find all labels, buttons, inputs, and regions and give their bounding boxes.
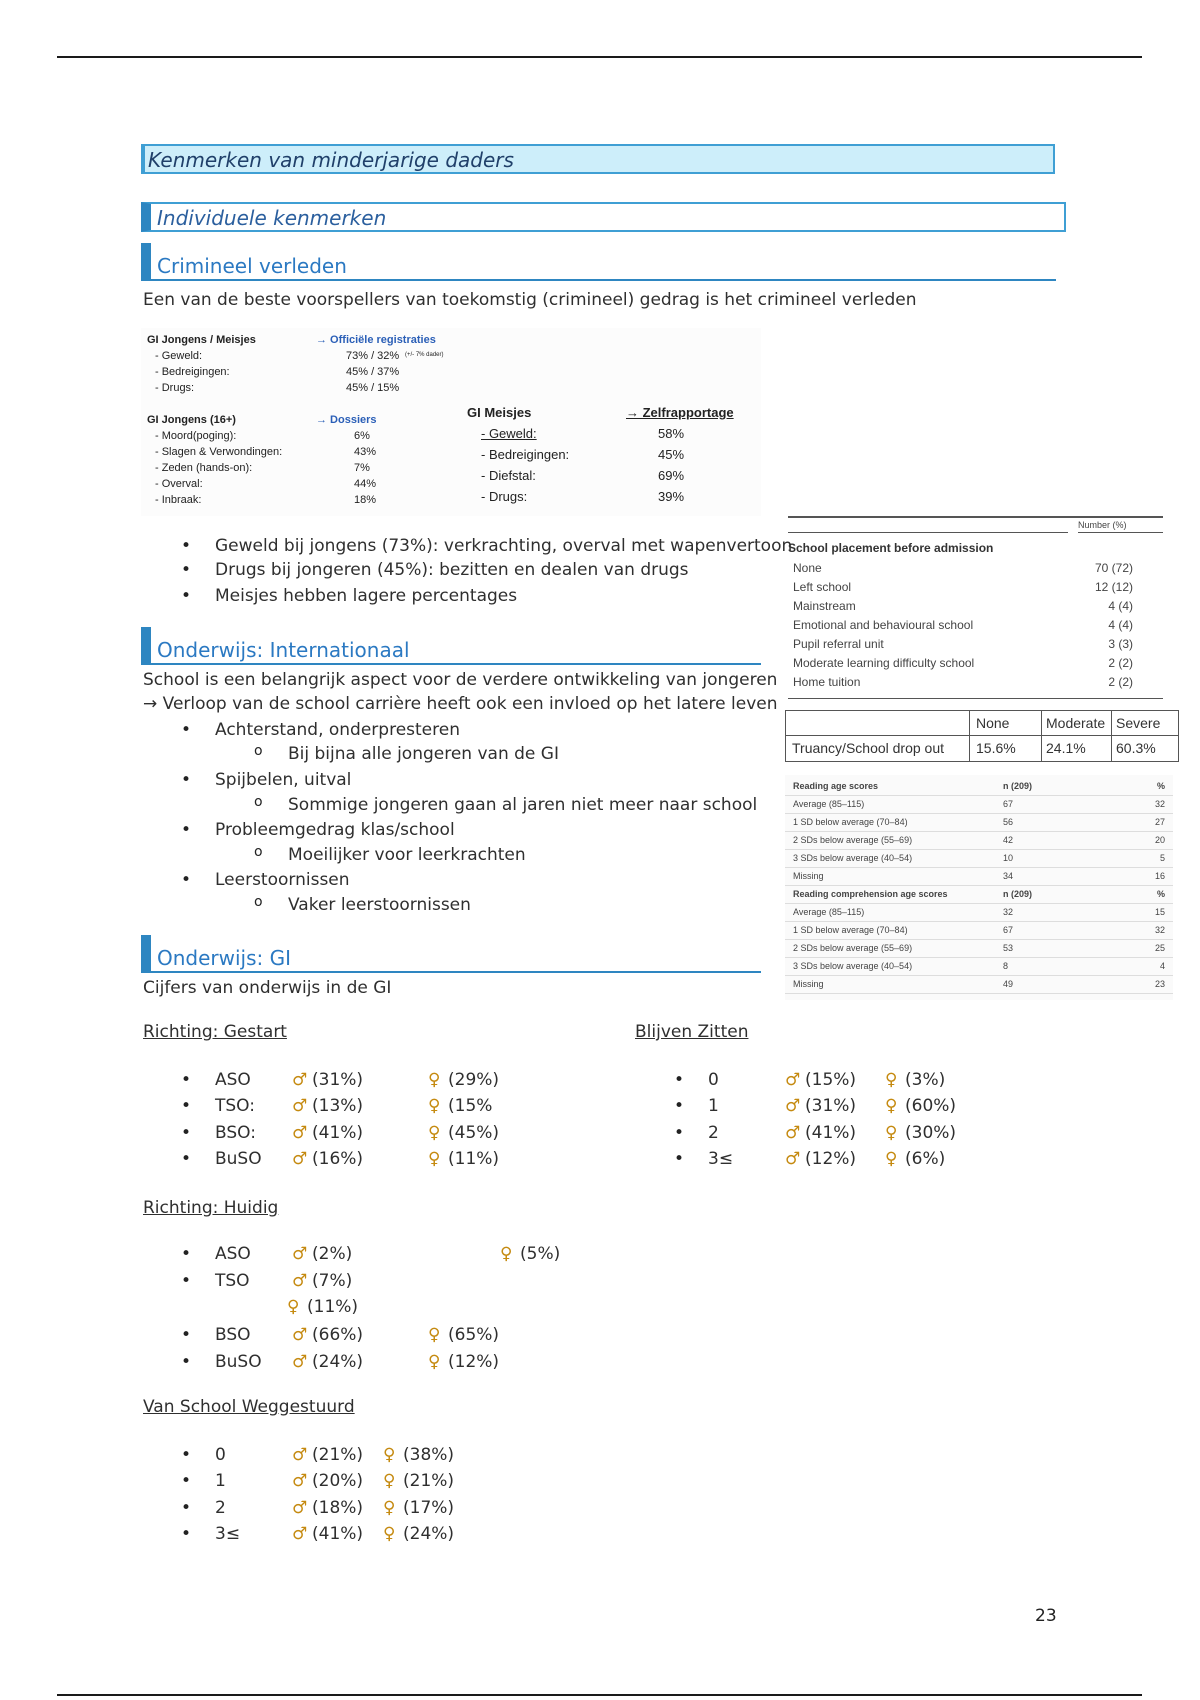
cell: 2 (2) (1108, 656, 1133, 670)
gestart-male (292, 1096, 363, 1116)
female-icon: ♀ (500, 1244, 513, 1264)
female-icon: ♀ (428, 1325, 441, 1345)
fig-block1-title: GI Jongens / Meisjes (147, 334, 256, 346)
cell: Mainstream (793, 599, 856, 613)
heading-gi-text: Onderwijs: GI (157, 946, 292, 970)
cell: 3 (3) (1108, 637, 1133, 651)
fig-block2-row-value: 44% (354, 478, 377, 490)
cell: 15 (1154, 907, 1165, 917)
zitten-male (785, 1096, 856, 1116)
zitten-male (785, 1149, 856, 1169)
fig-block2-row-value: 43% (354, 446, 377, 458)
huidig-female (428, 1325, 499, 1345)
heading-internationaal-text: Onderwijs: Internationaal (157, 638, 410, 662)
heading-internationaal (141, 627, 761, 665)
weggestuurd-label: • 3≤ (215, 1524, 240, 1544)
cell: 4 (4) (1108, 599, 1133, 613)
cell: 3 SDs below average (40–54) (793, 853, 913, 863)
zitten-female (885, 1070, 945, 1090)
page-number: 23 (1035, 1606, 1057, 1626)
table-rule (969, 711, 970, 761)
weggestuurd-male (292, 1471, 363, 1491)
cell: (20%) (312, 1471, 364, 1491)
male-icon: ♂ (292, 1149, 308, 1169)
truancy-row-label: Truancy/School drop out (792, 740, 945, 756)
heading-crimineel-text: Crimineel verleden (157, 254, 347, 278)
male-icon: ♂ (292, 1123, 308, 1143)
table-row (785, 813, 1173, 832)
fig-block2-source: → Dossiers (316, 414, 377, 426)
cell: (15%) (805, 1070, 857, 1090)
cell: 42 (1003, 835, 1014, 845)
huidig-label: • BuSO (215, 1352, 262, 1372)
gestart-female (428, 1096, 492, 1116)
fig-block1-row-note: (+/- 7% dader) (405, 352, 444, 358)
male-icon: ♂ (785, 1070, 801, 1090)
sub-list-item: o Bij bijna alle jongeren van de GI (288, 744, 559, 764)
table-rule (1078, 532, 1163, 533)
table-rule (786, 735, 1178, 736)
reading-table (785, 775, 1173, 1000)
cell: n (209) (1003, 781, 1033, 791)
huidig-female (287, 1297, 358, 1317)
table-row (785, 921, 1173, 940)
fig-block1-row-label: - Drugs: (155, 382, 195, 394)
cell: 53 (1003, 943, 1014, 953)
truancy-table (785, 710, 1179, 762)
cell: 2 (2) (1108, 675, 1133, 689)
huidig-label: • ASO (215, 1244, 251, 1264)
cell: (24%) (403, 1524, 455, 1544)
male-icon: ♂ (292, 1498, 308, 1518)
cell: 16 (1154, 871, 1165, 881)
table-row (788, 675, 1163, 693)
top-rule (57, 56, 1142, 58)
placement-table (788, 516, 1163, 700)
cell: 25 (1154, 943, 1165, 953)
fig-block3-row-label: - Diefstal: (481, 468, 536, 483)
male-icon: ♂ (292, 1524, 308, 1544)
heading-2 (141, 202, 1066, 232)
fig-block3-title: GI Meisjes (467, 405, 532, 420)
table-row (785, 777, 1173, 796)
fig-block1-source: → Officiële registraties (316, 334, 436, 346)
table-row (785, 939, 1173, 958)
table-row (785, 849, 1173, 868)
zitten-female (885, 1123, 956, 1143)
cell: (30%) (905, 1123, 957, 1143)
table-row (788, 599, 1163, 617)
table-row (785, 831, 1173, 850)
placement-title: School placement before admission (788, 541, 994, 555)
heading-1 (141, 144, 1055, 174)
gestart-female (428, 1123, 499, 1143)
huidig-label: • BSO (215, 1325, 251, 1345)
female-icon: ♀ (885, 1123, 898, 1143)
huidig-male (292, 1325, 363, 1345)
cell: Home tuition (793, 675, 861, 689)
cell: Missing (793, 979, 824, 989)
weggestuurd-female (383, 1445, 454, 1465)
list-item: • Achterstand, onderpresteren (215, 720, 460, 740)
weggestuurd-label: • 0 (215, 1445, 226, 1465)
table-row (788, 656, 1163, 674)
list-item: • Probleemgedrag klas/school (215, 820, 455, 840)
cell: 20 (1154, 835, 1165, 845)
fig-block2-row-label: - Inbraak: (155, 494, 202, 506)
fig-block3-row-value: 45% (658, 447, 685, 462)
huidig-male (292, 1271, 352, 1291)
male-icon: ♂ (292, 1096, 308, 1116)
cell: Emotional and behavioural school (793, 618, 974, 632)
weggestuurd-female (383, 1498, 454, 1518)
cell: (17%) (403, 1498, 455, 1518)
cell: Moderate learning difficulty school (793, 656, 975, 670)
cell: (2%) (312, 1244, 353, 1264)
zitten-female (885, 1096, 956, 1116)
sub-list-item: o Moeilijker voor leerkrachten (288, 845, 526, 865)
female-icon: ♀ (383, 1524, 396, 1544)
male-icon: ♂ (292, 1352, 308, 1372)
truancy-value: 24.1% (1046, 740, 1086, 756)
cell: 32 (1003, 907, 1014, 917)
crimineel-intro: Een van de beste voorspellers van toekomstig (crimineel) gedrag is het crimineel verleden (143, 290, 917, 310)
truancy-header: Severe (1116, 715, 1161, 731)
weggestuurd-label: • 2 (215, 1498, 226, 1518)
cell: (21%) (312, 1445, 364, 1465)
fig-block1-row-label: - Bedreigingen: (155, 366, 230, 378)
internationaal-line2: → Verloop van de school carrière heeft ook een invloed op het latere leven (143, 694, 778, 714)
table-row (785, 795, 1173, 814)
cell: (41%) (312, 1123, 364, 1143)
fig-block2-row-value: 7% (354, 462, 370, 474)
cell: 67 (1003, 799, 1014, 809)
zitten-title: Blijven Zitten (635, 1022, 749, 1042)
table-row (788, 580, 1163, 598)
placement-col-header: Number (%) (1078, 520, 1127, 530)
female-icon: ♀ (287, 1297, 300, 1317)
cell: 23 (1154, 979, 1165, 989)
table-row (788, 618, 1163, 636)
cell: (7%) (312, 1271, 353, 1291)
cell: (12%) (805, 1149, 857, 1169)
fig-block2-row-label: - Overval: (155, 478, 203, 490)
cell: Missing (793, 871, 824, 881)
female-icon: ♀ (428, 1352, 441, 1372)
huidig-female (500, 1244, 560, 1264)
fig-block2-row-label: - Zeden (hands-on): (155, 462, 253, 474)
gestart-label: • ASO (215, 1070, 251, 1090)
fig-block3-row-value: 58% (658, 426, 685, 441)
cell: (41%) (805, 1123, 857, 1143)
gestart-label: • BSO: (215, 1123, 256, 1143)
cell: 32 (1154, 925, 1165, 935)
fig-block2-row-label: - Slagen & Verwondingen: (155, 446, 283, 458)
cell: (11%) (448, 1149, 500, 1169)
cell: (11%) (307, 1297, 359, 1317)
gestart-title: Richting: Gestart (143, 1022, 287, 1042)
male-icon: ♂ (785, 1096, 801, 1116)
cell: % (1156, 781, 1165, 791)
male-icon: ♂ (292, 1070, 308, 1090)
cell: (6%) (905, 1149, 946, 1169)
fig-block3-row-value: 69% (658, 468, 685, 483)
cell: Average (85–115) (793, 907, 865, 917)
huidig-male (292, 1244, 352, 1264)
weggestuurd-female (383, 1524, 454, 1544)
table-row (788, 561, 1163, 579)
fig-block2-row-value: 6% (354, 430, 370, 442)
weggestuurd-male (292, 1498, 363, 1518)
fig-block3-source: → Zelfrapportage (626, 405, 734, 420)
male-icon: ♂ (292, 1445, 308, 1465)
list-item: • Spijbelen, uitval (215, 770, 351, 790)
fig-block2-row-label: - Moord(poging): (155, 430, 237, 442)
table-row (785, 903, 1173, 922)
cell: 5 (1159, 853, 1165, 863)
huidig-male (292, 1352, 363, 1372)
weggestuurd-male (292, 1445, 363, 1465)
male-icon: ♂ (292, 1271, 308, 1291)
cell: 34 (1003, 871, 1014, 881)
zitten-label: • 1 (708, 1096, 719, 1116)
fig-block1-row-value: 45% / 37% (346, 366, 400, 378)
huidig-label: • TSO (215, 1271, 250, 1291)
cell: (31%) (312, 1070, 364, 1090)
female-icon: ♀ (383, 1445, 396, 1465)
huidig-female (428, 1352, 499, 1372)
cell: 56 (1003, 817, 1014, 827)
male-icon: ♂ (292, 1244, 308, 1264)
weggestuurd-title: Van School Weggestuurd (143, 1397, 355, 1417)
cell: % (1156, 889, 1165, 899)
list-item: • Leerstoornissen (215, 870, 350, 890)
female-icon: ♀ (383, 1471, 396, 1491)
fig-block3-row-value: 39% (658, 489, 685, 504)
fig-block3-row-label: - Bedreigingen: (481, 447, 570, 462)
gestart-female (428, 1149, 499, 1169)
bottom-rule (57, 1694, 1142, 1696)
crime-stats-figure (141, 328, 761, 516)
cell: (60%) (905, 1096, 957, 1116)
table-row (785, 975, 1173, 994)
female-icon: ♀ (428, 1096, 441, 1116)
cell: (24%) (312, 1352, 364, 1372)
weggestuurd-female (383, 1471, 454, 1491)
male-icon: ♂ (292, 1325, 308, 1345)
internationaal-line1: School is een belangrijk aspect voor de verdere ontwikkeling van jongeren (143, 670, 778, 690)
huidig-title: Richting: Huidig (143, 1198, 279, 1218)
cell: Pupil referral unit (793, 637, 884, 651)
table-rule (788, 698, 1163, 699)
cell: 2 SDs below average (55–69) (793, 835, 913, 845)
gestart-male (292, 1149, 363, 1169)
female-icon: ♀ (428, 1123, 441, 1143)
zitten-label: • 2 (708, 1123, 719, 1143)
heading-gi (141, 935, 761, 973)
cell: (66%) (312, 1325, 364, 1345)
cell: 8 (1003, 961, 1009, 971)
female-icon: ♀ (885, 1096, 898, 1116)
table-row (788, 637, 1163, 655)
zitten-male (785, 1123, 856, 1143)
female-icon: ♀ (885, 1149, 898, 1169)
cell: (12%) (448, 1352, 500, 1372)
table-rule (1111, 711, 1112, 761)
cell: 49 (1003, 979, 1014, 989)
cell: 4 (4) (1108, 618, 1133, 632)
truancy-value: 60.3% (1116, 740, 1156, 756)
cell: (29%) (448, 1070, 500, 1090)
weggestuurd-male (292, 1524, 363, 1544)
male-icon: ♂ (785, 1149, 801, 1169)
table-row (785, 867, 1173, 886)
table-rule (1041, 711, 1042, 761)
list-item: • Meisjes hebben lagere percentages (215, 586, 517, 606)
table-rule (788, 516, 1163, 518)
cell: n (209) (1003, 889, 1033, 899)
cell: (41%) (312, 1524, 364, 1544)
table-row (785, 885, 1173, 904)
fig-block2-row-value: 18% (354, 494, 377, 506)
cell: (45%) (448, 1123, 500, 1143)
fig-block2-title: GI Jongens (16+) (147, 414, 236, 426)
cell: (21%) (403, 1471, 455, 1491)
heading-crimineel (141, 243, 1056, 281)
fig-block1-row-value: 73% / 32% (346, 350, 400, 362)
list-item: • Drugs bij jongeren (45%): bezitten en dealen van drugs (215, 560, 689, 580)
heading-2-text: Individuele kenmerken (157, 206, 387, 230)
cell: (38%) (403, 1445, 455, 1465)
male-icon: ♂ (292, 1471, 308, 1491)
cell: (31%) (805, 1096, 857, 1116)
gestart-label: • BuSO (215, 1149, 262, 1169)
cell: Average (85–115) (793, 799, 865, 809)
zitten-male (785, 1070, 856, 1090)
gi-intro: Cijfers van onderwijs in de GI (143, 978, 392, 998)
sub-list-item: o Sommige jongeren gaan al jaren niet meer naar school (288, 795, 757, 815)
cell: 32 (1154, 799, 1165, 809)
cell: 67 (1003, 925, 1014, 935)
cell: 27 (1154, 817, 1165, 827)
cell: 12 (12) (1094, 580, 1133, 594)
gestart-label: • TSO: (215, 1096, 255, 1116)
fig-block3-row-label: - Geweld: (481, 426, 537, 441)
cell: (15% (448, 1096, 493, 1116)
cell: 1 SD below average (70–84) (793, 925, 908, 935)
female-icon: ♀ (428, 1149, 441, 1169)
table-rule (788, 532, 1068, 533)
cell: (5%) (520, 1244, 561, 1264)
truancy-header: Moderate (1046, 715, 1106, 731)
cell: (3%) (905, 1070, 946, 1090)
sub-list-item: o Vaker leerstoornissen (288, 895, 471, 915)
fig-block1-row-label: - Geweld: (155, 350, 203, 362)
cell: Left school (793, 580, 852, 594)
heading-1-text: Kenmerken van minderjarige daders (148, 148, 514, 172)
male-icon: ♂ (785, 1123, 801, 1143)
cell: 1 SD below average (70–84) (793, 817, 908, 827)
gestart-male (292, 1123, 363, 1143)
cell: Reading age scores (793, 781, 879, 791)
truancy-value: 15.6% (976, 740, 1016, 756)
zitten-label: • 0 (708, 1070, 719, 1090)
cell: 70 (72) (1094, 561, 1133, 575)
cell: (16%) (312, 1149, 364, 1169)
cell: 10 (1003, 853, 1014, 863)
cell: 3 SDs below average (40–54) (793, 961, 913, 971)
zitten-female (885, 1149, 945, 1169)
fig-block3-row-label: - Drugs: (481, 489, 528, 504)
truancy-header: None (976, 715, 1010, 731)
fig-block1-row-value: 45% / 15% (346, 382, 400, 394)
gestart-female (428, 1070, 499, 1090)
list-item: • Geweld bij jongens (73%): verkrachting, overval met wapenvertoon (215, 536, 792, 556)
table-row (785, 957, 1173, 976)
female-icon: ♀ (885, 1070, 898, 1090)
cell: (65%) (448, 1325, 500, 1345)
cell: (18%) (312, 1498, 364, 1518)
zitten-label: • 3≤ (708, 1149, 733, 1169)
weggestuurd-label: • 1 (215, 1471, 226, 1491)
female-icon: ♀ (428, 1070, 441, 1090)
cell: None (793, 561, 822, 575)
cell: 4 (1159, 961, 1165, 971)
cell: Reading comprehension age scores (793, 889, 948, 899)
cell: (13%) (312, 1096, 364, 1116)
cell: 2 SDs below average (55–69) (793, 943, 913, 953)
female-icon: ♀ (383, 1498, 396, 1518)
gestart-male (292, 1070, 363, 1090)
